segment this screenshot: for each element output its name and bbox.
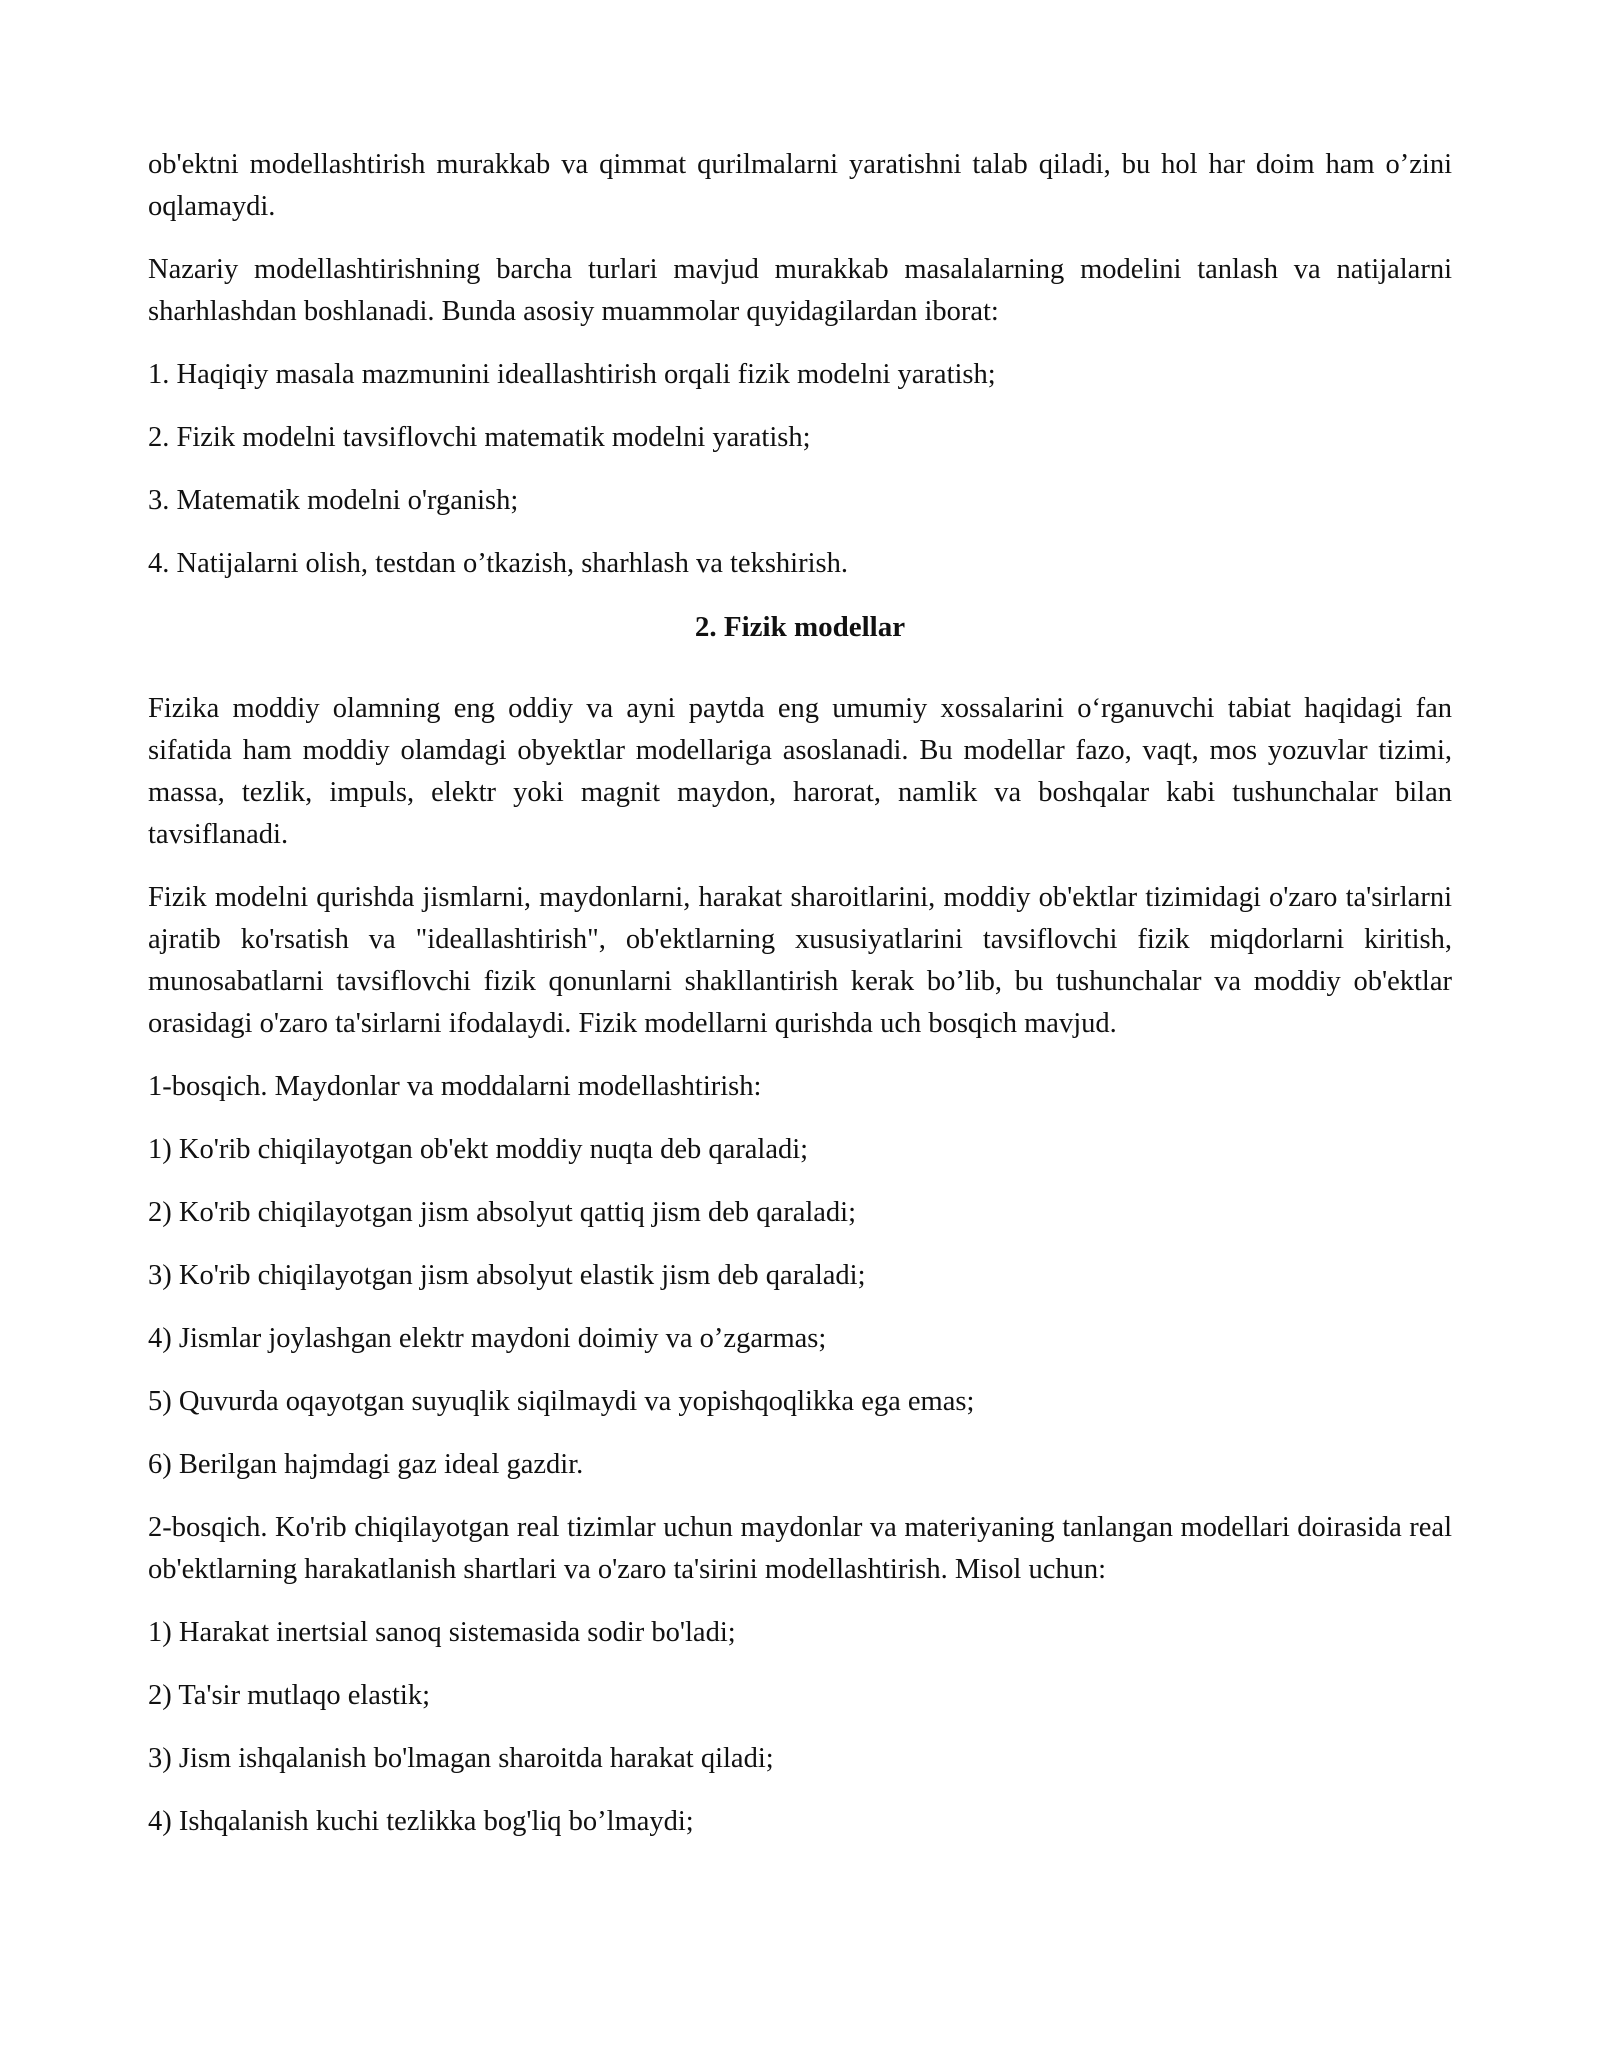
paragraph-fizik-model: Fizik modelni qurishda jismlarni, maydonlarni, harakat sharoitlarini, moddiy ob'ektlar tizimidagi o'zaro ta'sirlarni ajratib ko'rsatish va "ideallashtirish", ob'ektlarning xususiyatlarini tavsiflovchi fizik miqdorlarni kiritish, munosabatlarni tavsiflovchi fizik qonunlarni shakllantirish kerak bo’lib, bu tushunchalar va moddiy ob'ektlar orasidagi o'zaro ta'sirlarni ifodalaydi. Fizik modellarni qurishda uch bosqich mavjud. <box>148 882 1452 1039</box>
stage2-item-2: 2) Ta'sir mutlaqo elastik; <box>148 1680 431 1711</box>
stage2-item-3: 3) Jism ishqalanish bo'lmagan sharoitda harakat qiladi; <box>148 1743 774 1774</box>
problem-item-3: 3. Matematik modelni o'rganish; <box>148 485 519 516</box>
stage2-title: 2-bosqich. Ko'rib chiqilayotgan real tizimlar uchun maydonlar va materiyaning tanlangan modellari doirasida real ob'ektlarning harakatlanish shartlari va o'zaro ta'sirini modellashtirish. Misol uchun: <box>148 1512 1452 1585</box>
stage1-item-3: 3) Ko'rib chiqilayotgan jism absolyut elastik jism deb qaraladi; <box>148 1260 866 1291</box>
stage2-item-1: 1) Harakat inertsial sanoq sistemasida sodir bo'ladi; <box>148 1617 736 1648</box>
problem-item-2: 2. Fizik modelni tavsiflovchi matematik modelni yaratish; <box>148 422 811 453</box>
stage1-item-1: 1) Ko'rib chiqilayotgan ob'ekt moddiy nuqta deb qaraladi; <box>148 1134 809 1165</box>
section-heading: 2. Fizik modellar <box>694 611 906 643</box>
stage2-item-4: 4) Ishqalanish kuchi tezlikka bog'liq bo’lmaydi; <box>148 1806 694 1837</box>
paragraph-nazariy: Nazariy modellashtirishning barcha turlari mavjud murakkab masalalarning modelini tanlash va natijalarni sharhlashdan boshlanadi. Bunda asosiy muammolar quyidagilardan iborat: <box>148 254 1452 327</box>
problem-item-1: 1. Haqiqiy masala mazmunini ideallashtirish orqali fizik modelni yaratish; <box>148 359 996 390</box>
stage1-item-5: 5) Quvurda oqayotgan suyuqlik siqilmaydi va yopishqoqlikka ega emas; <box>148 1386 975 1417</box>
stage1-item-4: 4) Jismlar joylashgan elektr maydoni doimiy va o’zgarmas; <box>148 1323 827 1354</box>
document-page <box>148 144 1452 1864</box>
stage1-title: 1-bosqich. Maydonlar va moddalarni modellashtirish: <box>148 1071 762 1102</box>
paragraph-fizika: Fizika moddiy olamning eng oddiy va ayni paytda eng umumiy xossalarini o‘rganuvchi tabiat haqidagi fan sifatida ham moddiy olamdagi obyektlar modellariga asoslanadi. Bu modellar fazo, vaqt, mos yozuvlar tizimi, massa, tezlik, impuls, elektr yoki magnit maydon, harorat, namlik va boshqalar kabi tushunchalar bilan tavsiflanadi. <box>148 693 1452 850</box>
problem-item-4: 4. Natijalarni olish, testdan o’tkazish, sharhlash va tekshirish. <box>148 548 848 579</box>
paragraph-intro-end: ob'ektni modellashtirish murakkab va qimmat qurilmalarni yaratishni talab qiladi, bu hol har doim ham o’zini oqlamaydi. <box>148 149 1452 222</box>
stage1-item-2: 2) Ko'rib chiqilayotgan jism absolyut qattiq jism deb qaraladi; <box>148 1197 857 1228</box>
stage1-item-6: 6) Berilgan hajmdagi gaz ideal gazdir. <box>148 1449 584 1480</box>
